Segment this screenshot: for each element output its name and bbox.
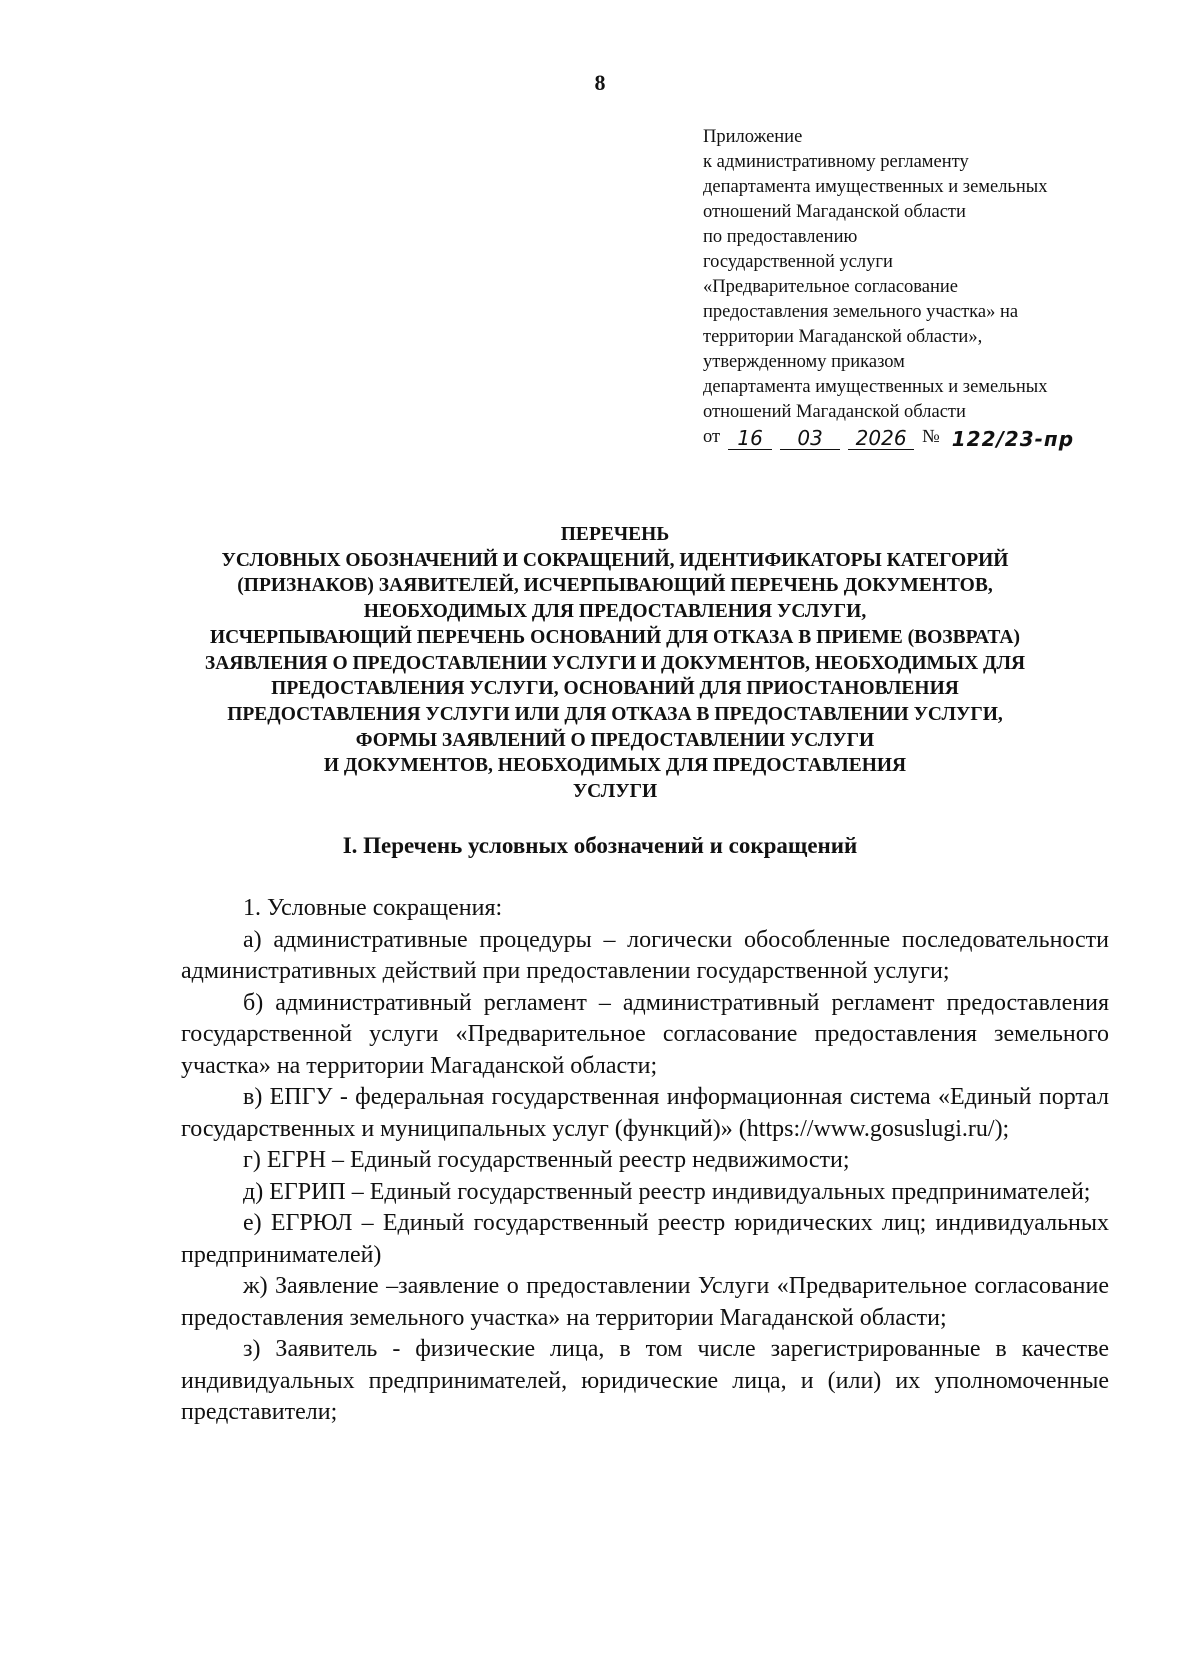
list-item: а) административные процедуры – логически обособленные последовательности административных действий при предоставлении государственной услуги; <box>181 926 1109 984</box>
order-day-handwritten: 16 <box>728 427 772 450</box>
list-item: в) ЕПГУ - федеральная государственная информационная система «Единый портал государственных и муниципальных услуг (функций)» (https://www.gosuslugi.ru/); <box>181 1084 1109 1142</box>
body-text <box>181 893 1109 1429</box>
title-line: ИСЧЕРПЫВАЮЩИЙ ПЕРЕЧЕНЬ ОСНОВАНИЙ ДЛЯ ОТКАЗА В ПРИЕМЕ (ВОЗВРАТА) <box>209 626 1020 648</box>
title-line: УСЛУГИ <box>572 781 658 803</box>
title-line: ПРЕДОСТАВЛЕНИЯ УСЛУГИ ИЛИ ДЛЯ ОТКАЗА В ПРЕДОСТАВЛЕНИИ УСЛУГИ, <box>227 703 1003 725</box>
list-intro: 1. Условные сокращения: <box>243 895 503 921</box>
title-line: (ПРИЗНАКОВ) ЗАЯВИТЕЛЕЙ, ИСЧЕРПЫВАЮЩИЙ ПЕРЕЧЕНЬ ДОКУМЕНТОВ, <box>237 575 993 597</box>
list-item: е) ЕГРЮЛ – Единый государственный реестр юридических лиц; индивидуальных предпринимателей) <box>181 1210 1109 1268</box>
title-line: ЗАЯВЛЕНИЯ О ПРЕДОСТАВЛЕНИИ УСЛУГИ И ДОКУМЕНТОВ, НЕОБХОДИМЫХ ДЛЯ <box>204 652 1026 674</box>
title-line: ПРЕДОСТАВЛЕНИЯ УСЛУГИ, ОСНОВАНИЙ ДЛЯ ПРИОСТАНОВЛЕНИЯ <box>271 678 959 700</box>
appendix-line: предоставления земельного участка» на <box>703 302 1019 322</box>
appendix-line: территории Магаданской области», <box>703 327 983 347</box>
appendix-line: Приложение <box>703 127 803 147</box>
appendix-line: утвержденному приказом <box>703 352 905 372</box>
order-year-handwritten: 2026 <box>848 427 914 450</box>
order-month-handwritten: 03 <box>780 427 840 450</box>
document-title <box>150 522 1080 805</box>
order-number-sign: № <box>922 427 940 447</box>
appendix-line: государственной услуги <box>703 252 893 272</box>
title-line: УСЛОВНЫХ ОБОЗНАЧЕНИЙ И СОКРАЩЕНИЙ, ИДЕНТИФИКАТОРЫ КАТЕГОРИЙ <box>221 549 1009 571</box>
appendix-line: департамента имущественных и земельных <box>703 177 1048 197</box>
title-line: И ДОКУМЕНТОВ, НЕОБХОДИМЫХ ДЛЯ ПРЕДОСТАВЛЕНИЯ <box>323 755 907 777</box>
appendix-line: по предоставлению <box>703 227 858 247</box>
title-line: ПЕРЕЧЕНЬ <box>560 524 670 545</box>
order-number-handwritten: 122/23-пр <box>951 427 1075 451</box>
page-number: 8 <box>594 70 606 95</box>
list-item: г) ЕГРН – Единый государственный реестр недвижимости; <box>243 1147 850 1173</box>
list-item: б) административный регламент – административный регламент предоставления государственной услуги «Предварительное согласование предоставления земельного участка» на территории Магаданской области; <box>181 989 1109 1079</box>
list-item: д) ЕГРИП – Единый государственный реестр индивидуальных предпринимателей; <box>243 1178 1091 1205</box>
order-prefix: от <box>703 427 721 447</box>
appendix-line: отношений Магаданской области <box>703 402 966 422</box>
section-heading: I. Перечень условных обозначений и сокращений <box>342 833 858 858</box>
title-line: ФОРМЫ ЗАЯВЛЕНИЙ О ПРЕДОСТАВЛЕНИИ УСЛУГИ <box>355 729 875 751</box>
list-item: ж) Заявление –заявление о предоставлении Услуги «Предварительное согласование предоставления земельного участка» на территории Магаданской области; <box>181 1273 1109 1331</box>
order-date-number-line <box>703 425 1123 450</box>
appendix-block <box>703 125 1123 450</box>
list-item: з) Заявитель - физические лица, в том числе зарегистрированные в качестве индивидуальных предпринимателей, юридические лица, и (или) их уполномоченные представители; <box>181 1336 1109 1425</box>
appendix-line: департамента имущественных и земельных <box>703 377 1048 397</box>
appendix-line: к административному регламенту <box>703 152 969 172</box>
title-line: НЕОБХОДИМЫХ ДЛЯ ПРЕДОСТАВЛЕНИЯ УСЛУГИ, <box>363 601 867 623</box>
appendix-line: «Предварительное согласование <box>703 277 958 297</box>
appendix-line: отношений Магаданской области <box>703 202 966 222</box>
